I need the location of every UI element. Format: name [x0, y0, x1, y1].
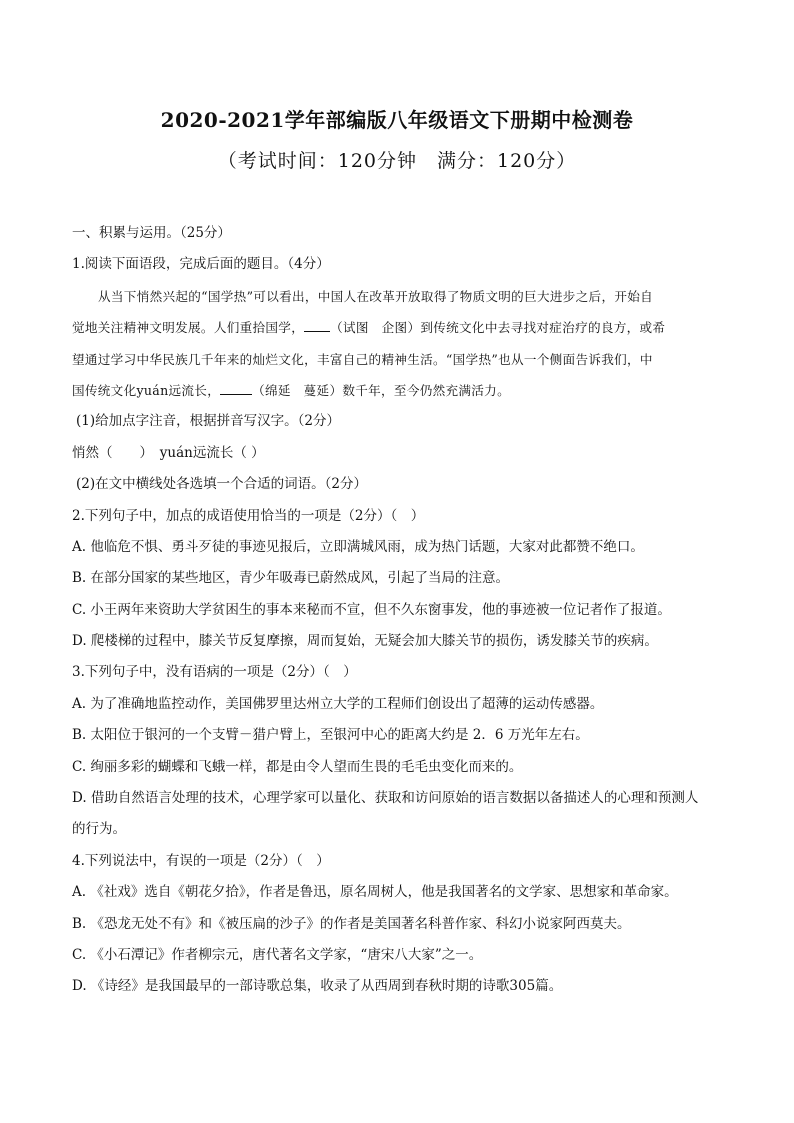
question-3-option-b: B. 太阳位于银河的一个支臂－猎户臂上，至银河中心的距离大约是 2．6 万光年左右。	[72, 727, 589, 744]
question-3-option-c: C. 绚丽多彩的蝴蝶和飞蛾一样，都是由令人望而生畏的毛毛虫变化而来的。	[72, 758, 523, 775]
passage-text: 觉地关注精神文明发展。人们重拾国学，	[72, 320, 305, 336]
question-4-option-c: C. 《小石潭记》作者柳宗元，唐代著名文学家，“唐宋八大家”之一。	[72, 946, 483, 963]
question-1-stem: 1.阅读下面语段，完成后面的题目。（4分）	[72, 256, 330, 273]
question-4-option-a: A. 《社戏》选自《朝花夕拾》，作者是鲁迅，原名周树人，他是我国著名的文学家、思想家和革命家。	[72, 884, 678, 901]
passage-line-3: 望通过学习中华民族几千年来的灿烂文化，丰富自己的精神生活。“国学热”也从一个侧面告诉我们，中	[72, 351, 653, 367]
question-3-stem: 3.下列句子中，没有语病的一项是（2分）（ ）	[72, 664, 357, 681]
document-title: 2020-2021学年部编版八年级语文下册期中检测卷	[160, 108, 634, 132]
question-1-sub-1-answer: 悄然（ ） yuán远流长（ ）	[72, 444, 265, 461]
question-4-option-b: B. 《恐龙无处不有》和《被压扁的沙子》的作者是美国著名科普作家、科幻小说家阿西莫夫。	[72, 915, 631, 932]
passage-line-4	[72, 375, 724, 406]
passage-line-1: 从当下悄然兴起的“国学热”可以看出，中国人在改革开放取得了物质文明的巨大进步之后，开始自	[98, 288, 654, 304]
question-2-option-b: B. 在部分国家的某些地区，青少年吸毒已蔚然成风，引起了当局的注意。	[72, 570, 510, 587]
question-2-option-d: D. 爬楼梯的过程中，膝关节反复摩擦，周而复始，无疑会加大膝关节的损伤，诱发膝关节的疾病。	[72, 633, 658, 650]
fill-blank-1[interactable]	[304, 317, 330, 332]
section-heading: 一、积累与运用。（25分）	[72, 225, 231, 241]
passage-text: （绵延 蔓延）数千年，至今仍然充满活力。	[252, 382, 510, 398]
question-2-option-c: C. 小王两年来资助大学贫困生的事本来秘而不宣，但不久东窗事发，他的事迹被一位记者作了报道。	[72, 601, 671, 618]
passage-line-2	[72, 312, 724, 343]
question-3-option-d-cont: 的行为。	[72, 821, 126, 838]
document-subtitle: （考试时间：120分钟 满分：120分）	[217, 150, 577, 172]
question-2-stem: 2.下列句子中，加点的成语使用恰当的一项是（2分）（ ）	[72, 507, 425, 524]
question-3-option-a: A. 为了准确地监控动作，美国佛罗里达州立大学的工程师们创设出了超薄的运动传感器。	[72, 695, 604, 712]
exam-content	[72, 218, 724, 1003]
question-1-sub-1: (1)给加点字注音，根据拼音写汉字。（2分）	[76, 413, 340, 430]
fill-blank-2[interactable]	[220, 380, 252, 395]
question-4-stem: 4.下列说法中，有误的一项是（2分）（ ）	[72, 852, 330, 869]
question-1-sub-2: (2)在文中横线处各选填一个合适的词语。（2分）	[76, 476, 367, 493]
passage-text: （试图 企图）到传统文化中去寻找对症治疗的良方，或希	[330, 320, 666, 336]
question-2-option-a: A. 他临危不惧、勇斗歹徒的事迹见报后，立即满城风雨，成为热门话题，大家对此都赞不绝口。	[72, 538, 644, 555]
question-3-option-d: D. 借助自然语言处理的技术，心理学家可以量化、获取和访问原始的语言数据以备描述人的心理和预测人	[72, 790, 699, 807]
passage-text: 国传统文化yuán远流长，	[72, 382, 221, 398]
question-4-option-d: D. 《诗经》是我国最早的一部诗歌总集，收录了从西周到春秋时期的诗歌305篇。	[72, 978, 563, 995]
